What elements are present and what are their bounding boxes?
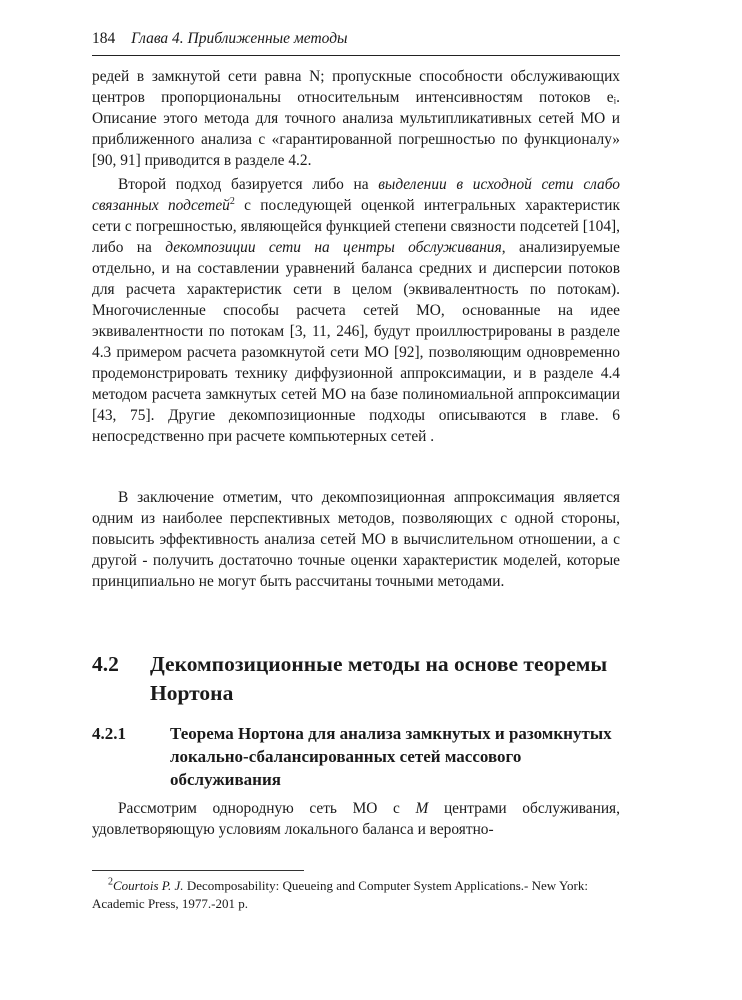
- paragraph-4: [92, 798, 620, 840]
- section-heading: [92, 650, 620, 708]
- paragraph-3: В заключение отметим, что декомпозиционная аппроксимация является одним из наиболее перспективных методов, позволяющих с одной стороны, повысить эффективность анализа сетей МО в вычислительном отношении, а с другой - получить достаточно точные оценки характеристик моделей, которые принципиально не могут быть рассчитаны точными методами.: [92, 489, 620, 590]
- paragraph-2-text-b: с последующей оценкой интегральных характеристик сети с погрешностью, являющейся функцией степени связности подсетей [104], либо на: [92, 197, 621, 256]
- footnote-marker: 2: [108, 876, 113, 888]
- header-rule: [92, 55, 620, 56]
- math-variable: M: [415, 800, 429, 817]
- footnote-text: Decomposability: Queueing and Computer System Applications.- New York: Academic Press, 1977.-201 p.: [92, 878, 588, 911]
- paragraph-2-emphasis-a: выделении в исходной сети слабо связанных подсетей: [92, 176, 620, 214]
- footnote: [92, 877, 620, 913]
- paragraph-2-text-c: , анализируемые отдельно, и на составлении уравнений баланса средних и дисперсии потоков для расчета характеристик сети в целом (эквивалентность по потокам). Многочисленные способы расчета сетей МО, основанные на идее эквивалентности по потокам [3, 11, 246], будут проиллюстрированы в разделе 4.3 примером расчета разомкнутой сети МО [92], позволяющим одновременно продемонстрировать технику диффузионной аппроксимации, и в разделе 4.4 методом расчета замкнутых сетей МО на базе полиномиальной аппроксимации [43, 75]. Другие декомпозиционные подходы описываются в главе. 6 непосредственно при расчете компьютерных сетей .: [92, 239, 620, 445]
- subsection-title: Теорема Нортона для анализа замкнутых и разомкнутых локально-сбалансированных сетей массового обслуживания: [170, 724, 612, 789]
- running-header: [92, 30, 620, 48]
- paragraph-4-text-a: Рассмотрим однородную сеть МО с: [118, 800, 416, 817]
- paragraph-1: редей в замкнутой сети равна N; пропускные способности обслуживающих центров пропорциональны относительным интенсивностям потоков eᵢ. Описание этого метода для точного анализа мультипликативных сетей МО и приближенного анализа с «гарантированной погрешностью по функционалу» [90, 91] приводится в разделе 4.2.: [92, 68, 620, 169]
- footnote-reference[interactable]: 2: [229, 195, 235, 207]
- paragraph-2-emphasis-b: декомпозиции сети на центры обслуживания: [165, 239, 502, 256]
- footnote-author: Courtois P. J.: [113, 878, 184, 893]
- paragraph-2: [92, 174, 620, 447]
- paragraph-2-text-a: Второй подход базируется либо на: [118, 176, 379, 193]
- section-title: Декомпозиционные методы на основе теоремы Нортона: [150, 652, 608, 705]
- paragraph-4-text-b: центрами обслуживания, удовлетворяющую условиям локального баланса и вероятно-: [92, 800, 620, 838]
- running-title: Глава 4. Приближенные методы: [131, 30, 348, 47]
- page-number: 184: [92, 30, 116, 47]
- subsection-number: 4.2.1: [92, 724, 126, 743]
- footnote-rule: [92, 870, 304, 871]
- subsection-heading: [92, 722, 620, 791]
- section-number: 4.2: [92, 652, 119, 676]
